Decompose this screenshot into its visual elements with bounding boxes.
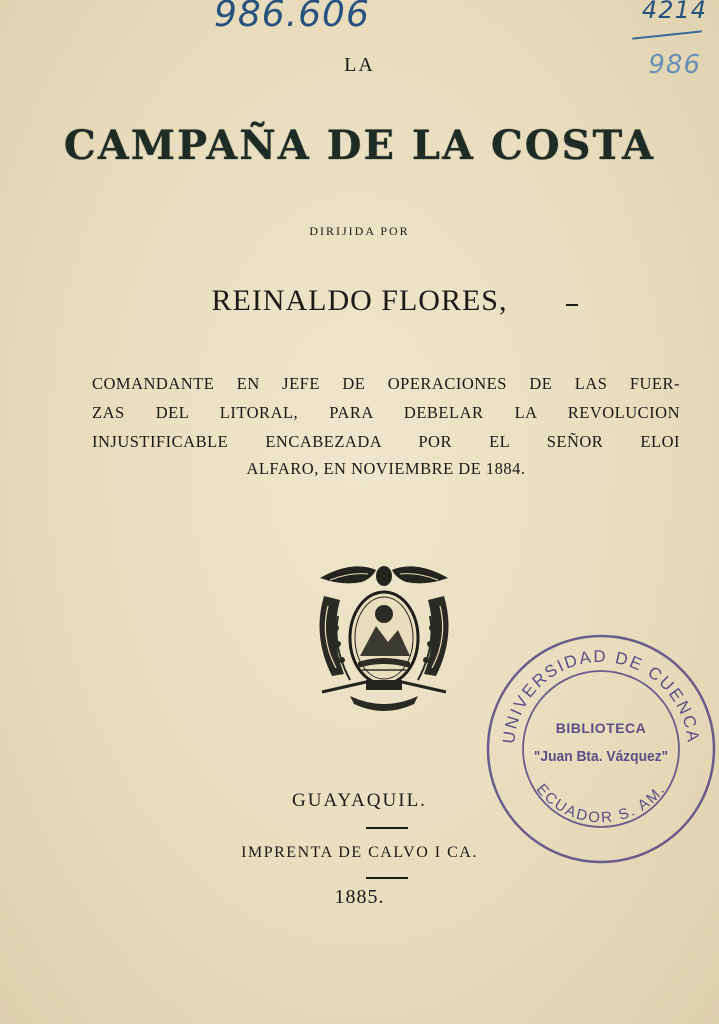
coat-of-arms-icon bbox=[302, 556, 466, 720]
description-line-2: ZAS DEL LITORAL, PARA DEBELAR LA REVOLUCION bbox=[92, 403, 680, 422]
handwritten-number-top-right-lower: 986 bbox=[648, 50, 701, 80]
imprint-year: 1885. bbox=[334, 886, 385, 908]
description-line-3: INJUSTIFICABLE ENCABEZADA POR EL SEÑOR ELOI bbox=[92, 432, 680, 451]
imprint-rule-upper bbox=[366, 827, 408, 829]
handwritten-underline bbox=[632, 30, 702, 39]
imprint-printer: IMPRENTA DE CALVO I CA. bbox=[241, 844, 478, 861]
handwritten-catalog-number: 986.606 bbox=[214, 0, 370, 35]
imprint-rule-lower bbox=[366, 877, 408, 879]
handwritten-number-top-right: 4214 bbox=[641, 0, 707, 24]
title-article: LA bbox=[344, 54, 375, 76]
stamp-ring-top-text: UNIVERSIDAD DE CUENCA bbox=[498, 646, 703, 745]
description-line-4: ALFARO, EN NOVIEMBRE DE 1884. bbox=[246, 459, 526, 478]
stamp-library-name: "Juan Bta. Vázquez" bbox=[533, 748, 669, 765]
stamp-library-label: BIBLIOTECA bbox=[555, 720, 647, 736]
author-name: REINALDO FLORES, bbox=[211, 284, 508, 317]
author-dash bbox=[566, 304, 578, 306]
stamp-ring-bottom-text: ECUADOR S. AM. bbox=[532, 780, 670, 827]
byline-intro: DIRIJIDA POR bbox=[309, 224, 410, 238]
book-title: CAMPAÑA DE LA COSTA bbox=[63, 122, 656, 169]
imprint-city: GUAYAQUIL. bbox=[292, 790, 427, 811]
description-line-1: COMANDANTE EN JEFE DE OPERACIONES DE LAS FUER- bbox=[92, 374, 680, 393]
